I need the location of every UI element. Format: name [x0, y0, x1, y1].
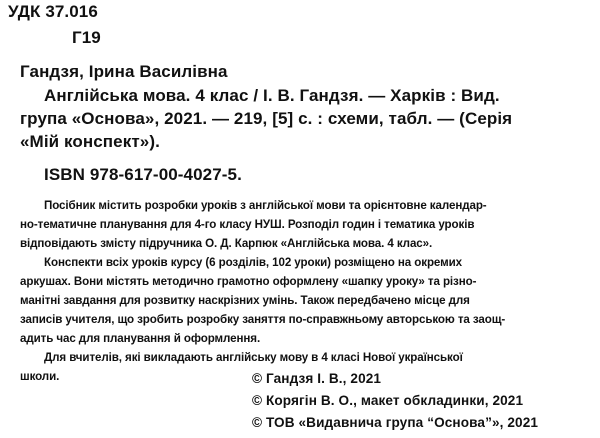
isbn: ISBN 978-617-00-4027-5.	[44, 165, 242, 184]
udc-code: УДК 37.016	[8, 2, 98, 21]
annotation-line: манітні завдання для розвитку наскрізних умінь. Також передбачено місце для	[20, 294, 470, 307]
annotation-line: Посібник містить розробки уроків з англійської мови та орієнтовне календар-	[44, 199, 487, 212]
bibliographic-line: «Мій конспект»).	[20, 132, 160, 151]
bibliographic-line: група «Основа», 2021. — 219, [5] с. : схеми, табл. — (Серія	[20, 109, 513, 128]
annotation-line: записів учителя, що зробить розробку заняття по-справжньому авторською та заощ-	[20, 313, 506, 326]
copyright-line: © ТОВ «Видавнича група “Основа”», 2021	[252, 415, 539, 430]
annotation-line: Конспекти всіх уроків курсу (6 розділів, 102 уроки) розміщено на окремих	[44, 256, 462, 269]
copyright-line: © Корягін В. О., макет обкладинки, 2021	[252, 393, 524, 408]
annotation-line: адить час для планування й оформлення.	[20, 332, 261, 345]
annotation-line: но-тематичне планування для 4-го класу НУШ. Розподіл годин і тематика уроків	[20, 218, 475, 231]
annotation-line: Для вчителів, які викладають англійську мову в 4 класі Нової української	[44, 351, 463, 364]
annotation-line: аркушах. Вони містять методично грамотно оформлену «шапку уроку» та різно-	[20, 275, 477, 288]
author-heading: Гандзя, Ірина Василівна	[20, 62, 228, 81]
classification-code: Г19	[72, 28, 101, 47]
annotation-line: школи.	[20, 370, 60, 383]
copyright-line: © Гандзя І. В., 2021	[252, 371, 382, 386]
bibliographic-line: Англійська мова. 4 клас / І. В. Гандзя. — Харків : Вид.	[44, 86, 500, 105]
annotation-line: відповідають змісту підручника О. Д. Карпюк «Англійська мова. 4 клас».	[20, 237, 433, 250]
